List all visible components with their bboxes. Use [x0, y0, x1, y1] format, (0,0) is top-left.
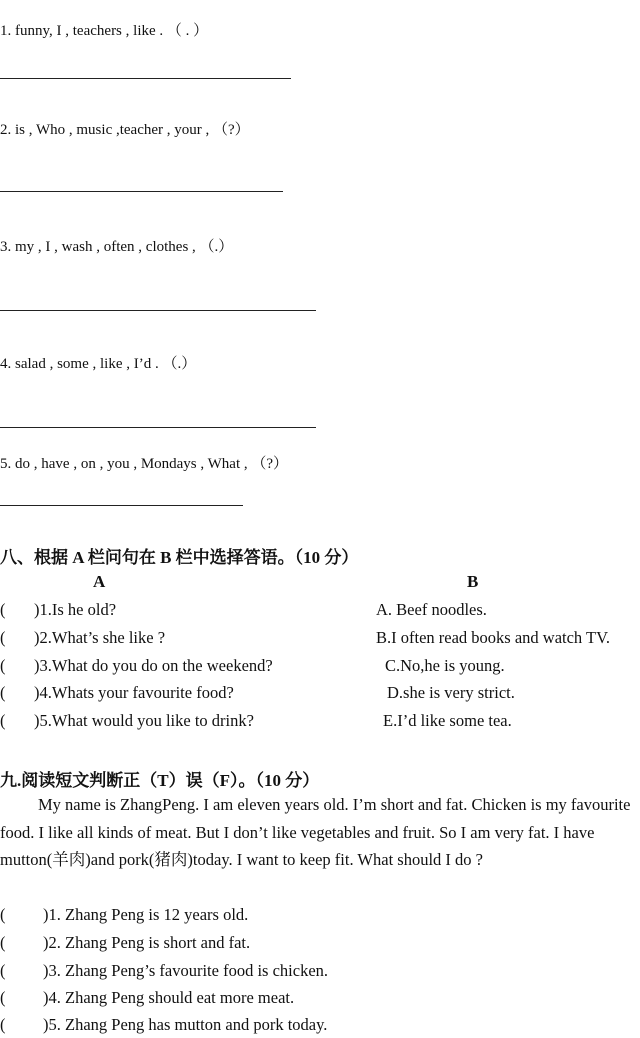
column-a-header: A	[93, 572, 106, 591]
answer-line-4	[0, 427, 316, 428]
answer-line-3	[0, 310, 316, 311]
answer-b: D.she is very strict.	[387, 683, 515, 702]
answer-blank[interactable]: (	[0, 628, 6, 647]
answer-blank[interactable]: (	[0, 933, 6, 952]
answer-b: C.No,he is young.	[385, 656, 505, 675]
answer-blank[interactable]: (	[0, 1015, 6, 1034]
answer-b: A. Beef noodles.	[376, 600, 487, 619]
answer-blank[interactable]: (	[0, 988, 6, 1007]
answer-line-1	[0, 78, 291, 79]
answer-line-2	[0, 191, 283, 192]
answer-b: B.I often read books and watch TV.	[376, 628, 611, 647]
question-a: )5.What would you like to drink?	[34, 711, 254, 730]
answer-blank[interactable]: (	[0, 656, 6, 675]
answer-blank[interactable]: (	[0, 961, 6, 980]
statement: )4. Zhang Peng should eat more meat.	[43, 988, 295, 1007]
question-a: )2.What’s she like ?	[34, 628, 166, 647]
answer-line-5	[0, 505, 243, 506]
answer-blank[interactable]: (	[0, 600, 6, 619]
section-8-heading: 八、根据 A 栏问句在 B 栏中选择答语。（10 分）	[0, 548, 359, 567]
statement: )1. Zhang Peng is 12 years old.	[43, 905, 249, 924]
answer-blank[interactable]: (	[0, 905, 6, 924]
reorder-question-3: 3. my , I , wash , often , clothes , （.）	[0, 239, 234, 255]
statement: )5. Zhang Peng has mutton and pork today.	[43, 1015, 328, 1034]
answer-b: E.I’d like some tea.	[383, 711, 512, 730]
reorder-question-2: 2. is , Who , music ,teacher , your , （?）	[0, 122, 250, 138]
statement: )3. Zhang Peng’s favourite food is chicken.	[43, 961, 329, 980]
reading-passage: My name is ZhangPeng. I am eleven years old. I’m short and fat. Chicken is my favourite food. I like all kinds of meat. But I don’t like vegetables and fruit. So I am very fat. I have mutton(羊肉)and pork(猪肉)today. I want to keep fit. What should I do ?	[0, 795, 631, 869]
question-a: )3.What do you do on the weekend?	[34, 656, 273, 675]
question-a: )1.Is he old?	[34, 600, 117, 619]
answer-blank[interactable]: (	[0, 711, 6, 730]
reorder-question-5: 5. do , have , on , you , Mondays , What , （?）	[0, 456, 289, 472]
reorder-question-4: 4. salad , some , like , I’d . （.）	[0, 356, 197, 372]
reorder-question-1: 1. funny, I , teachers , like . （ . ）	[0, 23, 209, 39]
statement: )2. Zhang Peng is short and fat.	[43, 933, 251, 952]
section-9-heading: 九.阅读短文判断正（T）误（F）。（10 分）	[0, 771, 320, 790]
answer-blank[interactable]: (	[0, 683, 6, 702]
column-b-header: B	[467, 572, 479, 591]
question-a: )4.Whats your favourite food?	[34, 683, 234, 702]
